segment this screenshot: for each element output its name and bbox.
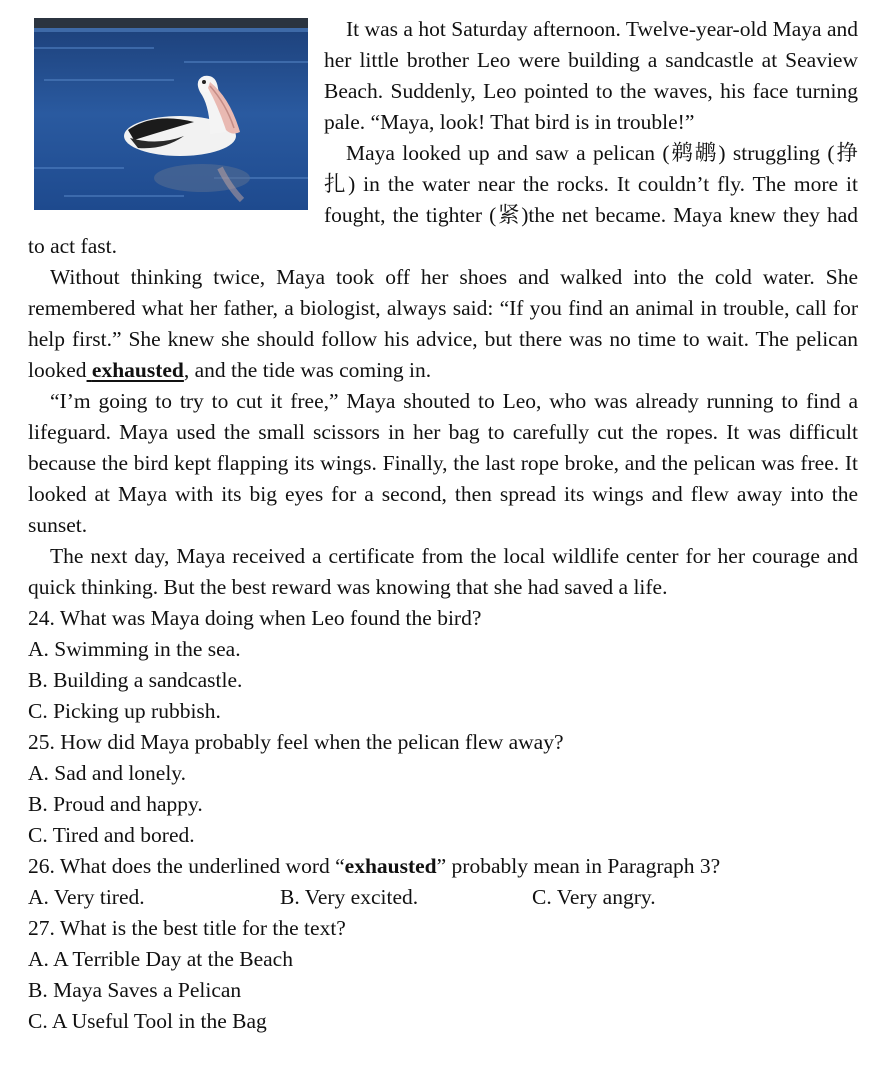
question-26-options (28, 882, 858, 913)
paragraph-3 (28, 262, 858, 386)
question-24-stem: 24. What was Maya doing when Leo found the bird? (28, 606, 482, 630)
question-25-stem: 25. How did Maya probably feel when the pelican flew away? (28, 730, 564, 754)
question-25-option-a: A. Sad and lonely. (28, 761, 187, 785)
paragraph-5: The next day, Maya received a certificate from the local wildlife center for her courage and quick thinking. But the best reward was knowing that she had saved a life. (28, 544, 858, 599)
question-27-option-a: A. A Terrible Day at the Beach (28, 947, 293, 971)
question-27-option-b: B. Maya Saves a Pelican (28, 978, 242, 1002)
question-26-option-c: C. Very angry. (532, 885, 656, 909)
question-27 (28, 913, 858, 1037)
question-25-option-b: B. Proud and happy. (28, 792, 203, 816)
paragraph-1: It was a hot Saturday afternoon. Twelve-year-old Maya and her little brother Leo were building a sandcastle at Seaview Beach. Suddenly, Leo pointed to the waves, his face turning pale. “Maya, look! That bird is in trouble!” (324, 17, 858, 134)
question-24-option-a: A. Swimming in the sea. (28, 637, 241, 661)
question-26 (28, 851, 858, 913)
pelican-photo (34, 18, 308, 210)
question-26-option-a: A. Very tired. (28, 885, 145, 909)
question-24 (28, 603, 858, 727)
question-24-option-b: B. Building a sandcastle. (28, 668, 243, 692)
question-24-option-c: C. Picking up rubbish. (28, 699, 221, 723)
question-26-keyword: exhausted (344, 854, 437, 878)
question-27-option-c: C. A Useful Tool in the Bag (28, 1009, 267, 1033)
question-26-stem: 26. What does the underlined word “exhausted” probably mean in Paragraph 3? (28, 854, 721, 878)
underlined-word-exhausted: exhausted (91, 358, 184, 382)
paragraph-3-text-after: , and the tide was coming in. (183, 358, 432, 382)
paragraph-2: Maya looked up and saw a pelican (鹈鹕) struggling (挣扎) in the water near the rocks. It couldn’t fly. The more it fought, the tighter (紧)the net became. Maya knew they had to act fast. (28, 141, 858, 258)
question-27-stem: 27. What is the best title for the text? (28, 916, 346, 940)
worksheet-page (28, 14, 858, 1037)
question-25-option-c: C. Tired and bored. (28, 823, 195, 847)
question-25 (28, 727, 858, 851)
paragraph-3-text-before: Without thinking twice, Maya took off her shoes and walked into the cold water. She remembered what her father, a biologist, always said: “If you find an animal in trouble, call for help first.” She knew she should follow his advice, but there was no time to wait. The pelican looked (28, 265, 858, 382)
question-26-option-b: B. Very excited. (280, 885, 419, 909)
paragraph-4: “I’m going to try to cut it free,” Maya shouted to Leo, who was already running to find a lifeguard. Maya used the small scissors in her bag to carefully cut the ropes. It was difficult because the bird kept flapping its wings. Finally, the last rope broke, and the pelican was free. It looked at Maya with its big eyes for a second, then spread its wings and flew away into the sunset. (28, 389, 858, 537)
